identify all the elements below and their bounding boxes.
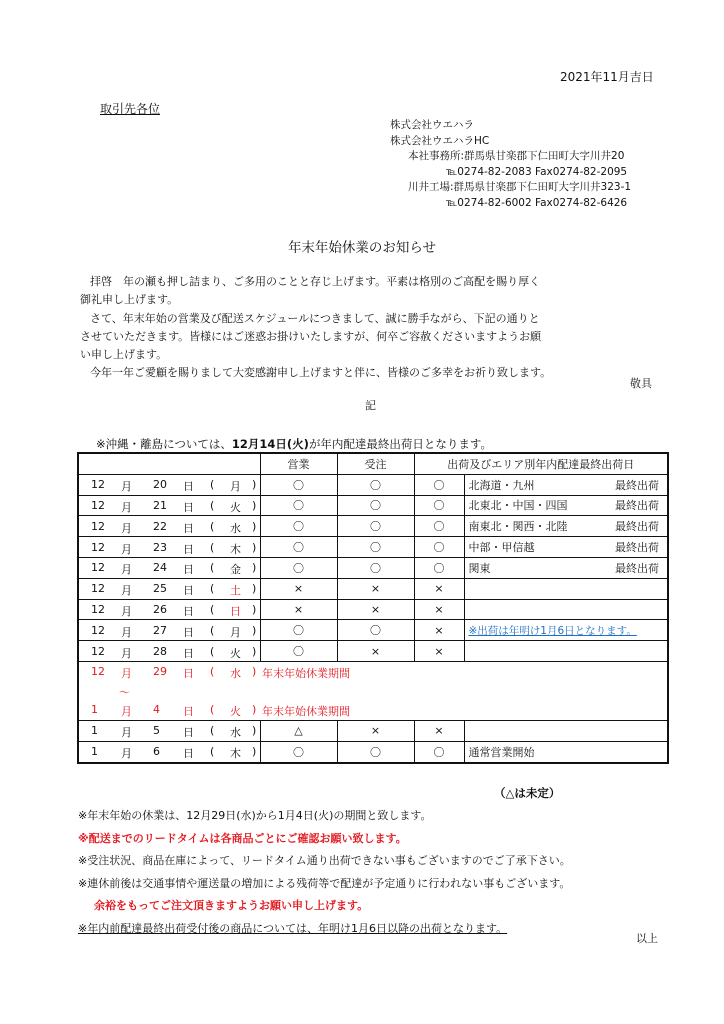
eigyo-cell: 〇 — [260, 537, 337, 558]
day-label: 日 — [183, 480, 194, 494]
closing-word: 敬具 — [630, 377, 652, 390]
table-row — [78, 599, 668, 620]
body-line: させていただきます。皆様にはご迷惑お掛けいたしますが、何卒ご容赦くださいますようお願 — [80, 329, 542, 343]
day-label: 日 — [183, 563, 194, 577]
shukka-cell: 〇 — [414, 537, 464, 558]
okinawa-date: 12月14日(火) — [231, 437, 309, 451]
triangle-note: （△は未定） — [494, 786, 561, 800]
day-label: 日 — [183, 747, 194, 761]
paren-close: ) — [252, 582, 257, 596]
date-cell — [78, 578, 260, 599]
paren-close: ) — [252, 498, 257, 512]
company-name-1: 株式会社ウエハラ — [390, 119, 474, 131]
day-number: 5 — [153, 724, 160, 738]
note-line: 余裕をもってご注文頂きますようお願い申し上げます。 — [94, 899, 369, 912]
juchu-cell: × — [337, 599, 414, 620]
month-label: 月 — [121, 646, 132, 660]
table-row — [78, 641, 668, 662]
body-line: い申し上げます。 — [80, 348, 168, 362]
paren-open: ( — [210, 602, 215, 616]
note-line: ※受注状況、商品在庫によって、リードタイム通り出荷できない事もございますのでご了承下さい。 — [78, 854, 571, 867]
shukka-cell: × — [414, 620, 464, 641]
weekday: 木 — [230, 747, 241, 761]
area-tag: 最終出荷 — [615, 561, 659, 575]
shukka-cell: 〇 — [414, 557, 464, 578]
table-row — [78, 495, 668, 516]
head-office-phone: ℡0274-82-2083 Fax0274-82-2095 — [446, 165, 628, 178]
paren-close: ) — [252, 519, 257, 533]
area-cell — [464, 599, 668, 620]
day-label: 日 — [183, 584, 194, 598]
area-cell — [464, 537, 668, 558]
area-cell — [464, 557, 668, 578]
shukka-cell: × — [414, 578, 464, 599]
day-label: 日 — [183, 646, 194, 660]
paren-open: ( — [210, 623, 215, 637]
month-number: 12 — [91, 519, 105, 533]
day-label: 日 — [183, 666, 194, 680]
header-date — [78, 453, 260, 474]
paren-close: ) — [252, 702, 257, 716]
note-line: ※年末年始の休業は、12月29日(水)から1月4日(火)の期間と致します。 — [78, 809, 432, 822]
okinawa-suffix: が年内配達最終出荷日となります。 — [308, 437, 493, 451]
month-number: 12 — [91, 602, 105, 616]
factory-address: 川井工場:群馬県甘楽郡下仁田町大字川井323-1 — [408, 181, 632, 193]
day-number: 29 — [153, 664, 167, 678]
month-label: 月 — [121, 480, 132, 494]
body-line: さて、年末年始の営業及び配送スケジュールにつきまして、誠に勝手ながら、下記の通りと — [90, 311, 540, 325]
body-line: 御礼申し上げます。 — [80, 293, 179, 307]
area-tag: 最終出荷 — [615, 499, 659, 513]
ki-marker: 記 — [365, 399, 376, 412]
eigyo-cell: 〇 — [260, 474, 337, 495]
month-label: 月 — [121, 704, 132, 718]
table-row — [78, 557, 668, 578]
paren-close: ) — [252, 745, 257, 759]
day-label: 日 — [183, 500, 194, 514]
month-label: 月 — [121, 625, 132, 639]
notes-block — [78, 805, 571, 940]
paren-close: ) — [252, 540, 257, 554]
shukka-cell: × — [414, 641, 464, 662]
weekday: 火 — [230, 704, 241, 718]
date-cell — [78, 641, 260, 662]
okinawa-note — [96, 436, 492, 453]
month-number: 12 — [91, 644, 105, 658]
day-number: 24 — [153, 561, 167, 575]
day-label: 日 — [183, 625, 194, 639]
day-number: 27 — [153, 623, 167, 637]
note-line: ※年内前配達最終出荷受付後の商品については、年明け1月6日以降の出荷となります。 — [78, 921, 508, 935]
day-label: 日 — [183, 542, 194, 556]
paren-open: ( — [210, 644, 215, 658]
paren-open: ( — [210, 702, 215, 716]
table-row — [78, 741, 668, 762]
day-number: 6 — [153, 745, 160, 759]
day-number: 25 — [153, 582, 167, 596]
area-tag: 最終出荷 — [615, 478, 659, 492]
paren-close: ) — [252, 602, 257, 616]
table-row — [78, 578, 668, 599]
end-word: 以上 — [636, 932, 658, 945]
date-cell — [78, 741, 260, 762]
eigyo-cell: × — [260, 578, 337, 599]
month-number: 1 — [91, 702, 98, 716]
weekday: 月 — [230, 480, 241, 494]
eigyo-cell: 〇 — [260, 741, 337, 762]
day-number: 21 — [153, 498, 167, 512]
shukka-cell: 〇 — [414, 474, 464, 495]
weekday: 水 — [230, 666, 241, 680]
shukka-cell: × — [414, 720, 464, 741]
month-number: 12 — [91, 478, 105, 492]
factory-phone: ℡0274-82-6002 Fax0274-82-6426 — [446, 196, 628, 209]
document-date: 2021年11月吉日 — [560, 70, 654, 84]
recipient: 取引先各位 — [100, 102, 161, 116]
area-name: 北海道・九州 — [468, 478, 535, 492]
paren-open: ( — [210, 664, 215, 678]
day-number: 28 — [153, 644, 167, 658]
juchu-cell: 〇 — [337, 495, 414, 516]
eigyo-cell: 〇 — [260, 495, 337, 516]
okinawa-prefix: ※沖縄・離島については、 — [96, 437, 232, 451]
juchu-cell: 〇 — [337, 537, 414, 558]
eigyo-cell: 〇 — [260, 557, 337, 578]
day-label: 日 — [183, 604, 194, 618]
holiday-label: 年末年始休業期間 — [262, 704, 350, 718]
area-cell — [464, 741, 668, 762]
paren-close: ) — [252, 623, 257, 637]
paren-close: ) — [252, 664, 257, 678]
day-number: 26 — [153, 602, 167, 616]
date-cell — [78, 537, 260, 558]
paren-open: ( — [210, 561, 215, 575]
paren-open: ( — [210, 724, 215, 738]
date-cell — [78, 557, 260, 578]
shukka-cell: 〇 — [414, 741, 464, 762]
month-number: 12 — [91, 498, 105, 512]
paren-close: ) — [252, 724, 257, 738]
day-label: 日 — [183, 704, 194, 718]
area-name: 北東北・中国・四国 — [468, 499, 568, 513]
month-label: 月 — [121, 584, 132, 598]
month-label: 月 — [121, 747, 132, 761]
day-number: 22 — [153, 519, 167, 533]
weekday: 水 — [230, 726, 241, 740]
table-row — [78, 620, 668, 641]
day-number: 23 — [153, 540, 167, 554]
paren-open: ( — [210, 745, 215, 759]
area-name: 南東北・関西・北陸 — [468, 520, 568, 534]
holiday-row — [78, 661, 668, 720]
tilde: ～ — [119, 685, 130, 699]
table-row — [78, 537, 668, 558]
date-cell — [78, 495, 260, 516]
company-block — [390, 118, 631, 211]
month-label: 月 — [121, 542, 132, 556]
header-eigyo: 営業 — [260, 453, 337, 474]
area-cell — [464, 641, 668, 662]
paren-close: ) — [252, 561, 257, 575]
juchu-cell: × — [337, 641, 414, 662]
paren-close: ) — [252, 644, 257, 658]
weekday: 月 — [230, 625, 241, 639]
eigyo-cell: 〇 — [260, 641, 337, 662]
eigyo-cell: × — [260, 599, 337, 620]
shukka-cell: × — [414, 599, 464, 620]
paren-open: ( — [210, 540, 215, 554]
day-number: 20 — [153, 478, 167, 492]
eigyo-cell: △ — [260, 720, 337, 741]
day-number: 4 — [153, 702, 160, 716]
area-name: 関東 — [468, 561, 491, 575]
month-number: 12 — [91, 540, 105, 554]
juchu-cell: × — [337, 578, 414, 599]
shipping-link[interactable]: ※出荷は年明け1月6日となります。 — [468, 624, 637, 637]
weekday: 水 — [230, 521, 241, 535]
month-number: 12 — [91, 623, 105, 637]
area-cell — [464, 720, 668, 741]
area-cell — [464, 620, 668, 641]
area-tag: 最終出荷 — [615, 541, 659, 555]
paren-open: ( — [210, 478, 215, 492]
month-number: 1 — [91, 724, 98, 738]
note-line: ※配送までのリードタイムは各商品ごとにご確認お願い致します。 — [78, 831, 407, 845]
date-cell — [78, 620, 260, 641]
weekday: 金 — [230, 563, 241, 577]
note-line: ※連休前後は交通事情や運送量の増加による残荷等で配達が予定通りに行われない事もございます。 — [78, 876, 571, 890]
table-row — [78, 516, 668, 537]
month-number: 12 — [91, 561, 105, 575]
body-line: 今年一年ご愛顧を賜りまして大変感謝申し上げますと伴に、皆様のご多幸をお祈り致します。 — [90, 366, 552, 380]
area-name: 中部・甲信越 — [468, 541, 535, 555]
head-office-address: 本社事務所:群馬県甘楽郡下仁田町大字川井20 — [408, 150, 625, 162]
eigyo-cell: 〇 — [260, 516, 337, 537]
area-cell — [464, 578, 668, 599]
area-cell — [464, 495, 668, 516]
month-label: 月 — [121, 666, 132, 680]
juchu-cell: 〇 — [337, 741, 414, 762]
juchu-cell: 〇 — [337, 620, 414, 641]
weekday: 火 — [230, 500, 241, 514]
letter-body — [80, 273, 660, 383]
page-title: 年末年始休業のお知らせ — [287, 240, 437, 256]
shukka-cell: 〇 — [414, 495, 464, 516]
date-cell — [78, 474, 260, 495]
eigyo-cell: 〇 — [260, 620, 337, 641]
holiday-cell — [78, 661, 668, 720]
paren-close: ) — [252, 478, 257, 492]
juchu-cell: 〇 — [337, 474, 414, 495]
date-cell — [78, 516, 260, 537]
paren-open: ( — [210, 582, 215, 596]
table-row — [78, 720, 668, 741]
area-name: 通常営業開始 — [468, 745, 535, 759]
paren-open: ( — [210, 498, 215, 512]
area-cell — [464, 474, 668, 495]
month-number: 12 — [91, 582, 105, 596]
body-line: 拝啓 年の瀬も押し詰まり、ご多用のことと存じ上げます。平素は格別のご高配を賜り厚く — [90, 275, 541, 288]
day-label: 日 — [183, 521, 194, 535]
paren-open: ( — [210, 519, 215, 533]
juchu-cell: 〇 — [337, 557, 414, 578]
weekday: 木 — [230, 542, 241, 556]
weekday: 土 — [230, 584, 241, 598]
date-cell — [78, 599, 260, 620]
month-label: 月 — [121, 726, 132, 740]
weekday: 日 — [230, 604, 241, 618]
date-cell — [78, 720, 260, 741]
month-label: 月 — [121, 500, 132, 514]
holiday-label: 年末年始休業期間 — [262, 666, 350, 680]
month-number: 12 — [91, 664, 105, 678]
area-cell — [464, 516, 668, 537]
month-label: 月 — [121, 521, 132, 535]
juchu-cell: 〇 — [337, 516, 414, 537]
shukka-cell: 〇 — [414, 516, 464, 537]
day-label: 日 — [183, 726, 194, 740]
table-header-row — [78, 453, 668, 474]
header-shukka: 出荷及びエリア別年内配達最終出荷日 — [414, 453, 668, 474]
juchu-cell: × — [337, 720, 414, 741]
month-label: 月 — [121, 604, 132, 618]
company-name-2: 株式会社ウエハラHC — [390, 134, 490, 147]
month-number: 1 — [91, 745, 98, 759]
area-tag: 最終出荷 — [615, 520, 659, 534]
table-row — [78, 474, 668, 495]
weekday: 火 — [230, 646, 241, 660]
schedule-table — [77, 452, 669, 764]
month-label: 月 — [121, 563, 132, 577]
header-juchu: 受注 — [337, 453, 414, 474]
